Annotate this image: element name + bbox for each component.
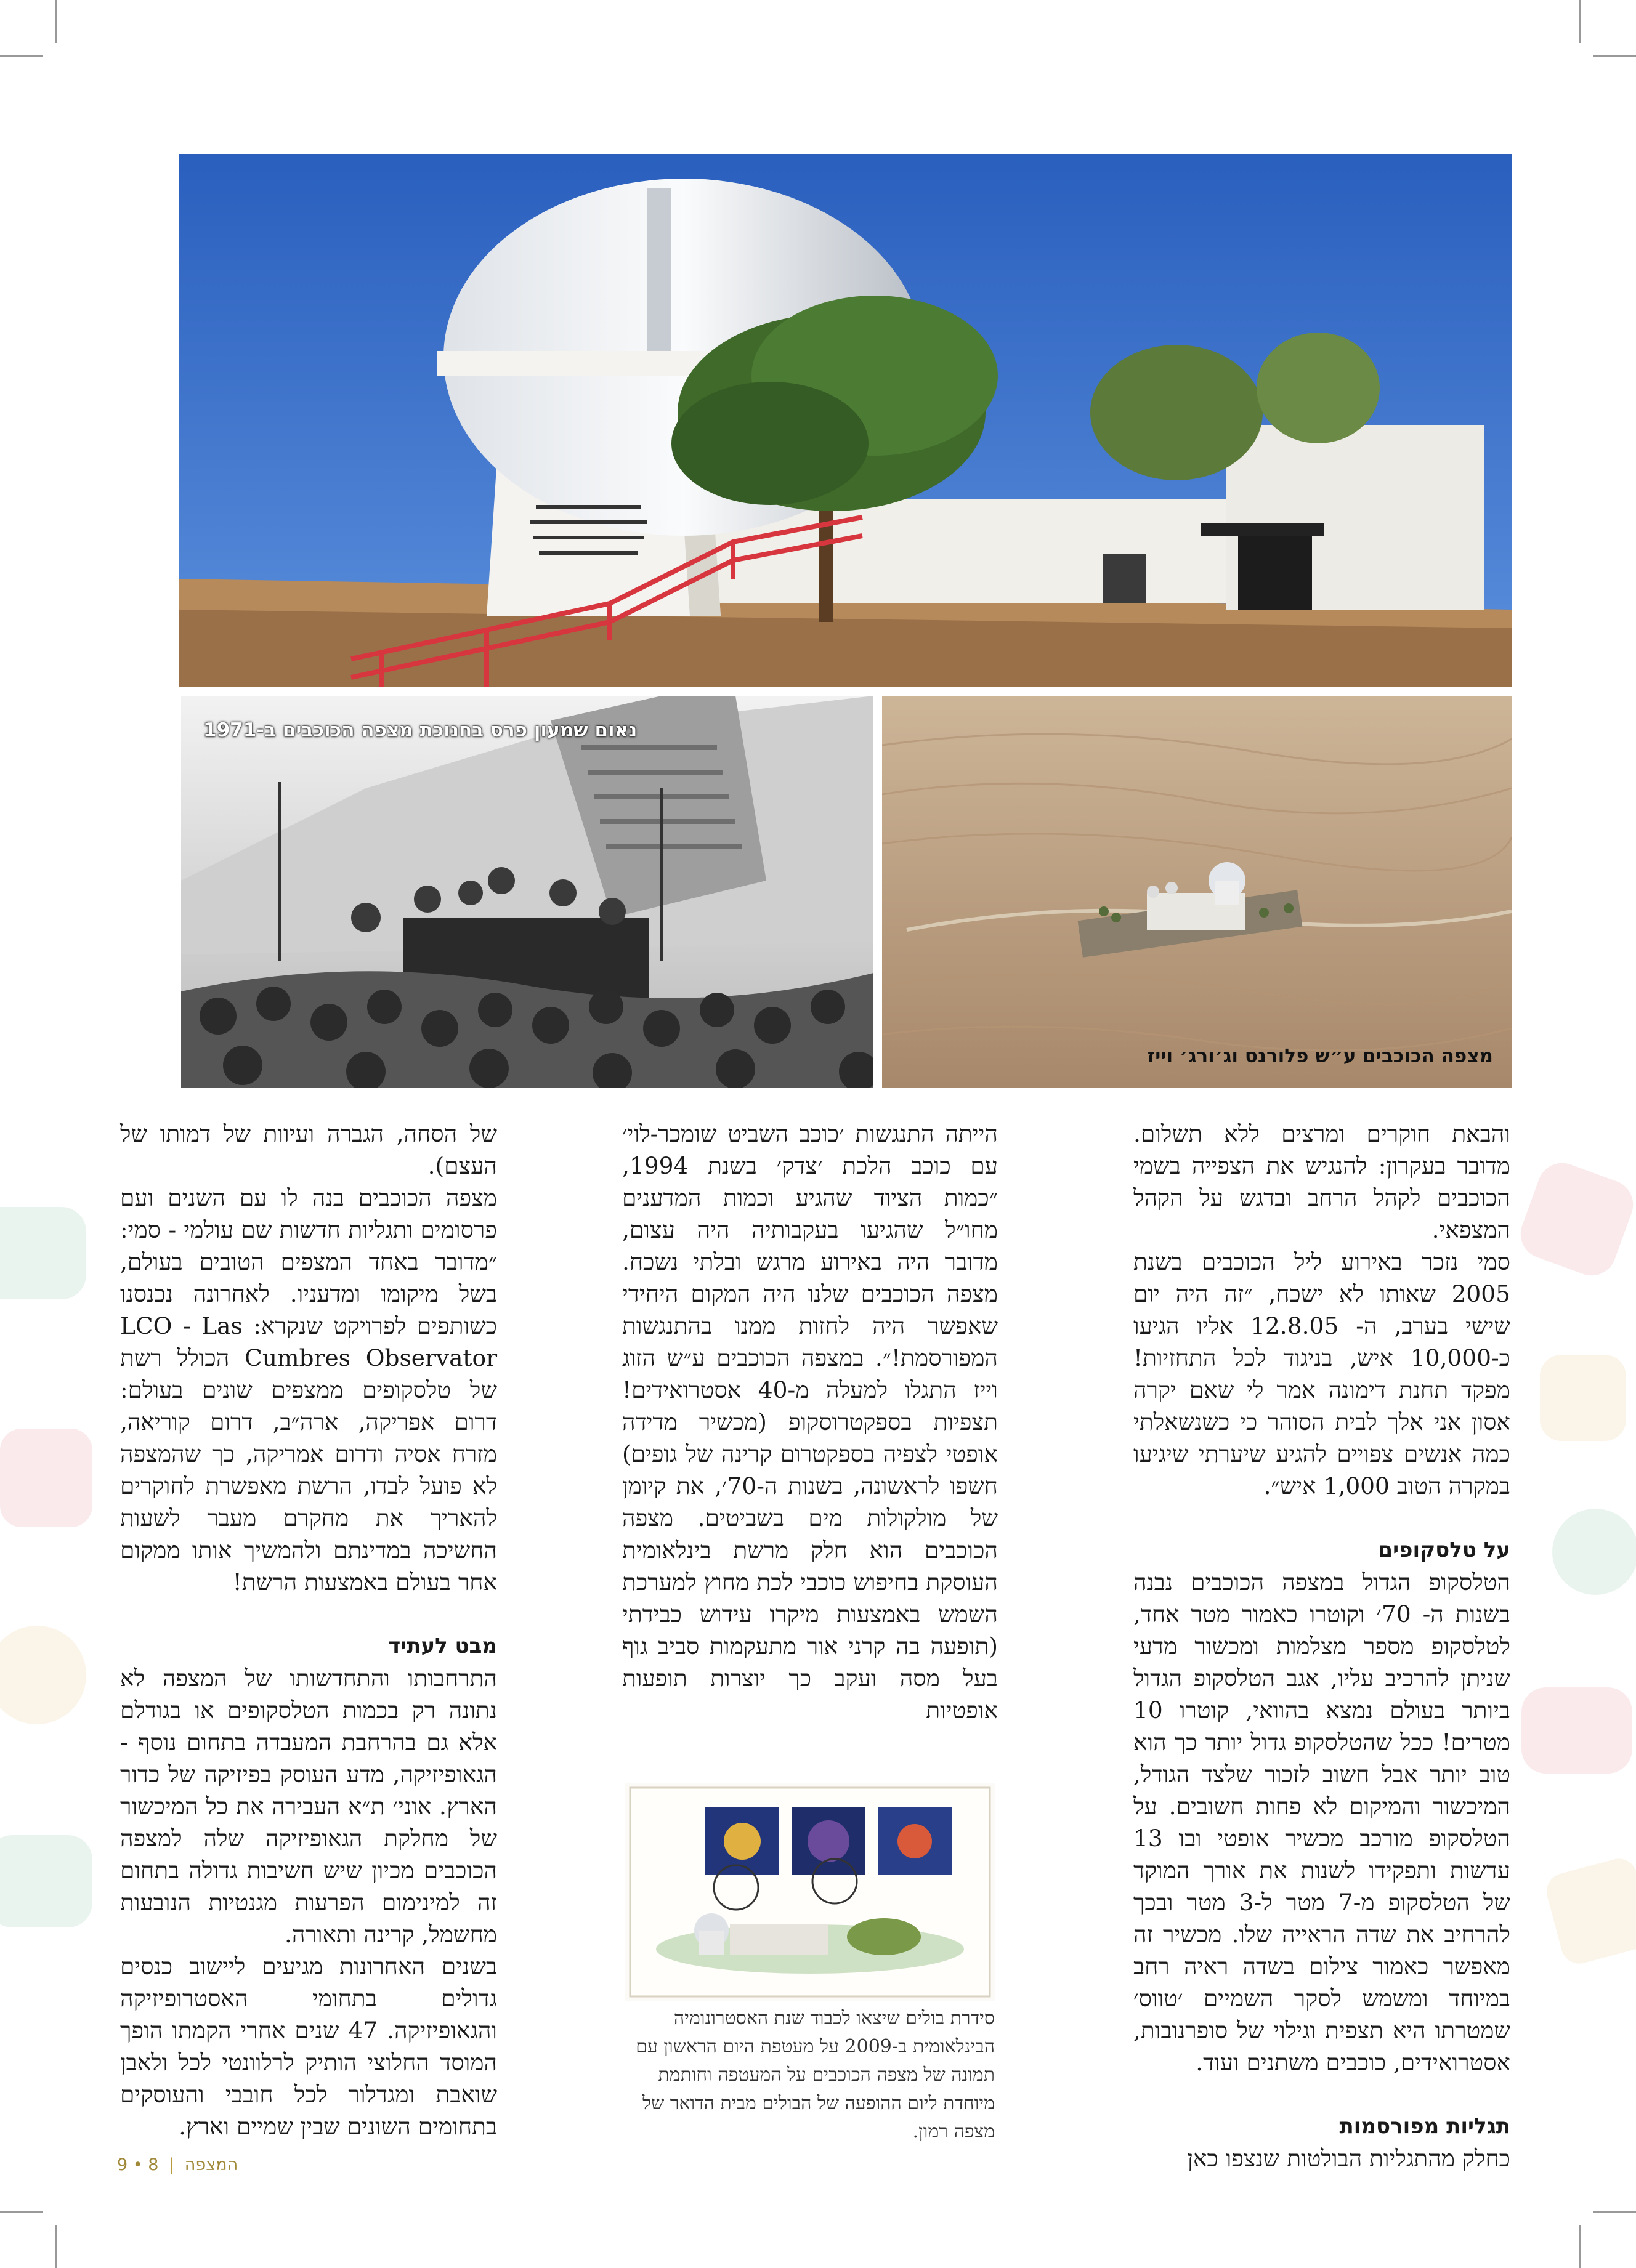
dedication-caption: נאום שמעון פרס בחנוכת מצפה הכוכבים ב-1971 (203, 719, 638, 741)
observatory-photo (179, 154, 1512, 687)
aerial-photo (882, 696, 1512, 1088)
paragraph: מצפה הכוכבים בנה לו עם השנים ועם פרסומים ותגליות חדשות שם עולמי - סמי: ״מדובר באחד המצפים הטובים בעולם, בשל מיקומו ומדעניו. לאחרונה נכנסנו כשותפים לפרויקט שנקרא: LCO - Las Cumbres Observator הכולל רשת של טלסקופים ממצפים שונים בעולם: דרום אפריקה, ארה״ב, דרום קוריאה, מזרח אסיה ודרום אמריקה, כך שהמצפה לא פועל לבדו, הרשת מאפשרת לחוקרים להאריך את מחקרם מעבר לשעות החשיכה במדינתם ולהמשיך אותו ממקום אחר בעולם באמצעות הרשת! (120, 1184, 497, 1596)
column-left (120, 1118, 497, 2142)
page-footer (117, 2155, 238, 2174)
paragraph: של הסחה, הגברה ועיוות של דמותו של העצם). (120, 1120, 497, 1179)
background-pattern (0, 1170, 123, 2032)
footer-separator: | (169, 2155, 175, 2174)
crop-mark (0, 2211, 43, 2213)
paragraph: סמי נזכר באירוע ליל הכוכבים בשנת 2005 שאותו לא ישכח, ״זה היה יום שישי בערב, ה- 12.8.05 אליו הגיעו כ-10,000 איש, בניגוד לכל התחזיות! מפקד תחנת דימונה אמר לי שאם יקרה אסון אני אלך לבית הסוהר כי כשנשאלתי כמה אנשים צפויים להגיע שיערתי שיגיעו במקרה הטוב 1,000 איש״. (1133, 1248, 1510, 1499)
crop-mark (1593, 2211, 1636, 2213)
crop-mark (1579, 2225, 1581, 2268)
column-right (1133, 1118, 1510, 2174)
stamps-caption: סידרת בולים שיצאו לכבוד שנת האסטרונומיה הבינלאומית ב-2009 על מעטפת היום הראשון עם תמונה של מצפה הכוכבים על המעטפה וחותמת מיוחדת ליום ההופעה של הבולים מבית הדואר של מצפה רמון. (636, 2008, 995, 2142)
aerial-caption: מצפה הכוכבים ע״ש פלורנס וג׳ורג׳ וייז (1147, 1045, 1493, 1067)
heading-telescopes: על טלסקופים (1378, 1538, 1510, 1562)
crop-mark (1593, 55, 1636, 57)
page-numbers: 9 • 8 (117, 2155, 159, 2174)
crop-mark (55, 0, 57, 43)
magazine-name: המצפה (184, 2155, 238, 2174)
paragraph: הייתה התנגשות ׳כוכב השביט שומכר-לוי׳ עם כוכב הלכת ׳צדק׳ בשנת 1994, ״כמות הציוד שהגיע וכמות המדענים מחו״ל שהגיעו בעקבותיה היה עצום, מדובר היה באירוע מרגש ובלתי נשכח. מצפה הכוכבים שלנו היה המקום היחידי שאפשר היה לחזות ממנו בהתנגשות המפורסמת!״. במצפה הכוכבים ע״ש הזוג וייז התגלו למעלה מ-40 אסטרואידים! תצפיות בספקטרוסקופ (מכשיר מדידה אופטי לצפיה בספקטרום קרינה של גופים) חשפו לראשונה, בשנות ה-70׳, את קיומן של מולקולות מים בשביטים. מצפה הכוכבים הוא חלק מרשת בינלאומית העוסקת בחיפוש כוכבי לכת מחוץ למערכת השמש באמצעות מיקרו עידוש כבידתי (תופעה בה קרני אור מתעקמות סביב גוף בעל מסה ועקב כך יוצרות תופעות אופטיות (622, 1120, 998, 1724)
crop-mark (0, 55, 43, 57)
background-pattern (1503, 1158, 1636, 2081)
paragraph: והבאת חוקרים ומרצים ללא תשלום. מדובר בעקרון: להנגיש את הצפייה בשמי הכוכבים לקהל הרחב ובדגש על הקהל המצפאי. (1133, 1120, 1510, 1243)
column-middle (622, 1118, 998, 1726)
crop-mark (1579, 0, 1581, 43)
stamps-envelope-image (625, 1783, 995, 2001)
paragraph: הטלסקופ הגדול במצפה הכוכבים נבנה בשנות ה- 70׳ וקוטרו כאמור מטר אחד, לטלסקופ מספר מצלמות ומכשור מדעי שניתן להרכיב עליו, אגב הטלסקופ הגדול ביותר בעולם נמצא בהוואי, קוטרו 10 מטרים! ככל שהטלסקופ גדול יותר כך הוא טוב יותר אבל חשוב לזכור שלצד הגודל, המיכשור והמיקום לא פחות חשובים. על הטלסקופ מורכב מכשיר אופטי ובו 13 עדשות ותפקידו לשנות את אורך המוקד של הטלסקופ מ-7 מטר ל-3 מטר ובכך להרחיב את שדה הראייה שלו. מכשיר זה מאפשר כאמור צילום בשדה ראיה רחב במיוחד ומשמש לסקר השמיים ׳טווס׳ שמטרתו היא תצפית וגילוי של סופרנובות, אסטרואידים, כוכבים משתנים ועוד. (1133, 1568, 1510, 2076)
heading-discoveries: תגליות מפורסמות (1339, 2114, 1510, 2139)
dedication-photo (181, 696, 873, 1088)
heading-future: מבט לעתיד (388, 1634, 497, 1658)
paragraph: התרחבותו והתחדשותו של המצפה לא נתונה רק בכמות הטלסקופים או בגודלם אלא גם בהרחבת המעבדה בתחום נוסף - הגאופיזיקה, מדע העוסק בפיזיקה של כדור הארץ. אוני׳ ת״א העבירה את כל המיכשור של מחלקת הגאופיזיקה שלה למצפה הכוכבים מכיון שיש חשיבות גדולה בתחום זה למינימום הפרעות מגנטיות הנובעות מחשמל, קרינה ותאורה. (120, 1665, 497, 1948)
crop-mark (55, 2225, 57, 2268)
paragraph: בשנים האחרונות מגיעים ליישוב כנסים גדולים בתחומי האסטרופיזיקה והגאופיזיקה. 47 שנים אחרי הקמתו הופך המוסד החלוצי הותיק לרלוונטי לכל ולאבן שואבת ומגדלור לכל חובבי והעוסקים בתחומים השונים שבין שמיים וארץ. (120, 1953, 497, 2140)
paragraph: כחלק מהתגליות הבולטות שנצפו כאן (1187, 2145, 1510, 2172)
